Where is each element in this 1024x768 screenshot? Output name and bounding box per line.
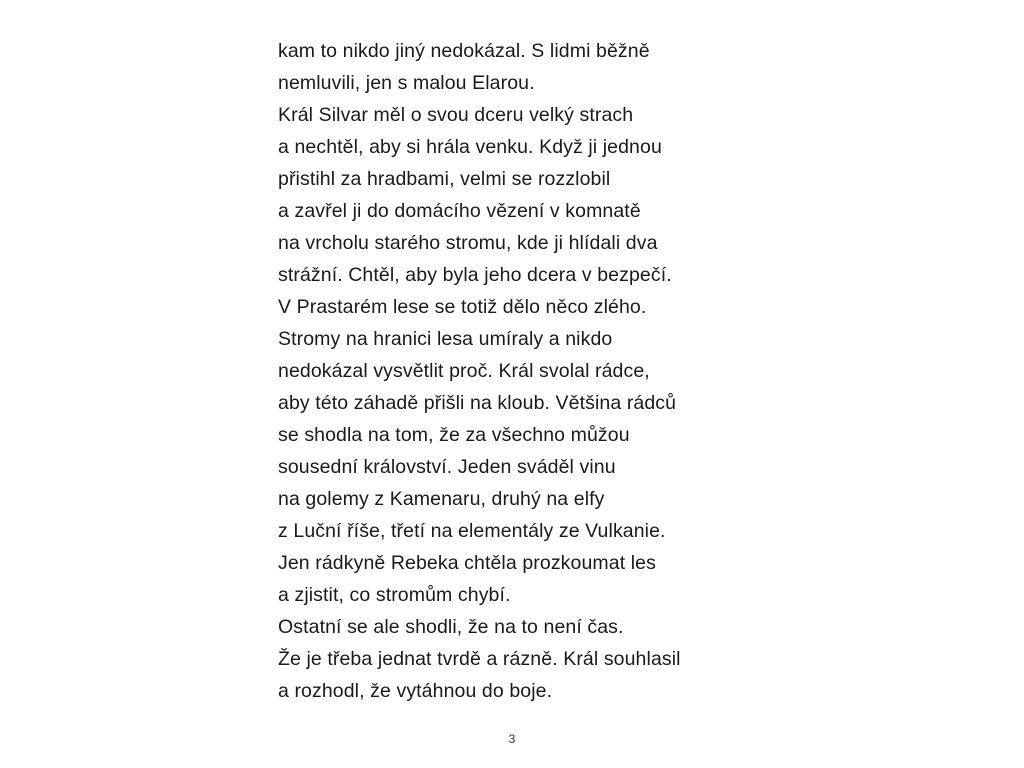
page-number: 3 — [508, 732, 516, 746]
text-line-9: V Prastarém lese se totiž dělo něco zlého. — [278, 296, 647, 318]
text-line-14: sousední království. Jeden sváděl vinu — [278, 456, 616, 478]
text-line-4: a nechtěl, aby si hrála venku. Když ji jednou — [278, 136, 662, 158]
text-line-18: a zjistit, co stromům chybí. — [278, 584, 511, 606]
text-line-3: Král Silvar měl o svou dceru velký strach — [278, 104, 634, 126]
text-line-2: nemluvili, jen s malou Elarou. — [278, 72, 535, 94]
text-line-1: kam to nikdo jiný nedokázal. S lidmi běžně — [278, 40, 650, 62]
text-line-16: z Luční říše, třetí na elementály ze Vulkanie. — [278, 520, 666, 542]
text-line-13: se shodla na tom, že za všechno můžou — [278, 424, 630, 446]
text-line-19: Ostatní se ale shodli, že na to není čas. — [278, 616, 624, 638]
text-line-12: aby této záhadě přišli na kloub. Většina rádců — [278, 392, 677, 414]
text-line-20: Že je třeba jednat tvrdě a rázně. Král souhlasil — [278, 648, 681, 670]
text-line-8: strážní. Chtěl, aby byla jeho dcera v bezpečí. — [278, 264, 672, 286]
text-line-5: přistihl za hradbami, velmi se rozzlobil — [278, 168, 611, 190]
text-line-6: a zavřel ji do domácího vězení v komnatě — [278, 200, 641, 222]
text-line-21: a rozhodl, že vytáhnou do boje. — [278, 680, 553, 702]
text-line-10: Stromy na hranici lesa umíraly a nikdo — [278, 328, 613, 350]
text-line-17: Jen rádkyně Rebeka chtěla prozkoumat les — [278, 552, 656, 574]
text-line-15: na golemy z Kamenaru, druhý na elfy — [278, 488, 605, 510]
body-text — [278, 35, 838, 707]
text-line-11: nedokázal vysvětlit proč. Král svolal rádce, — [278, 360, 650, 382]
text-line-7: na vrcholu starého stromu, kde ji hlídali dva — [278, 232, 658, 254]
